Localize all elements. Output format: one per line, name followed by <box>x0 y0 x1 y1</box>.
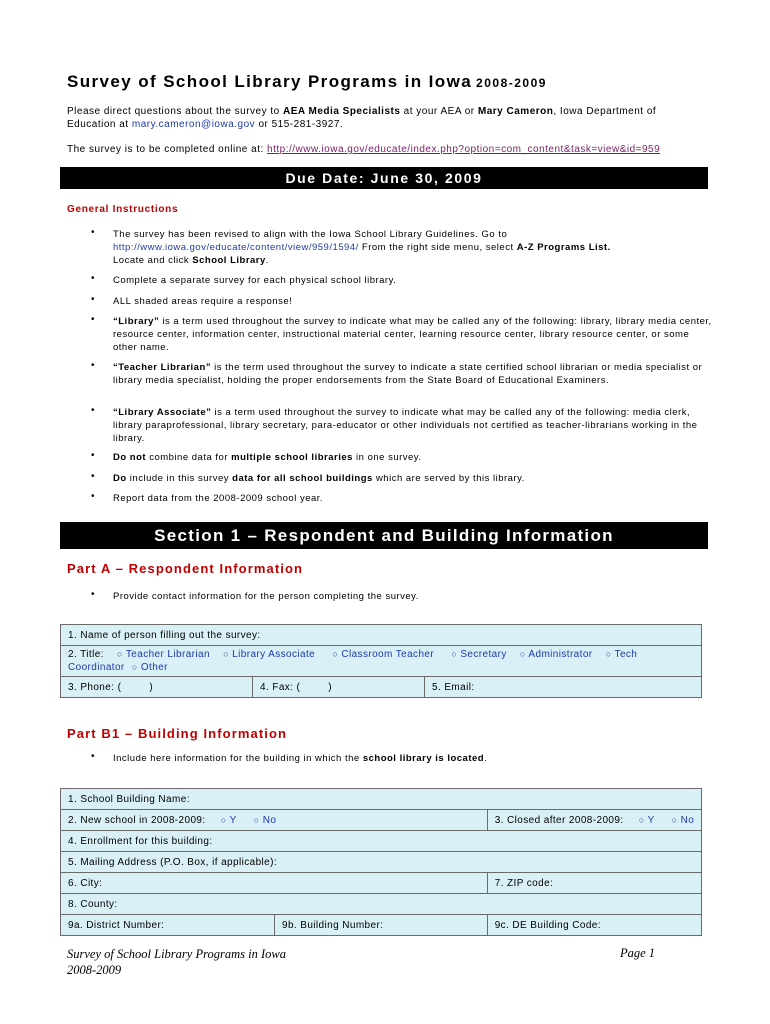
online-text: The survey is to be completed online at: <box>67 144 268 155</box>
option-label: Teacher Librarian <box>125 649 210 660</box>
instruction-text: Locate and click <box>113 255 193 266</box>
enrollment-field[interactable] <box>61 831 702 852</box>
phone-field[interactable] <box>61 677 253 698</box>
part-b1-instruction <box>113 752 713 765</box>
field-label: 7. ZIP code: <box>494 877 554 889</box>
radio-icon: ○ <box>605 649 612 659</box>
radio-icon: ○ <box>451 649 458 659</box>
term-library: “Library” <box>113 316 160 327</box>
bullet-icon: • <box>91 360 95 371</box>
email-label: 5. Email: <box>432 681 475 693</box>
city-field[interactable] <box>61 873 488 894</box>
new-school-field <box>61 810 488 831</box>
part-a-heading: Part A – Respondent Information <box>67 561 304 576</box>
footer-year: 2008-2009 <box>67 963 122 977</box>
field-label: 4. Enrollment for this building: <box>68 835 213 847</box>
email-field[interactable] <box>425 677 702 698</box>
county-field[interactable] <box>61 894 702 915</box>
building-number-field[interactable] <box>275 915 488 936</box>
phone-label: 3. Phone: ( <box>68 681 122 693</box>
radio-icon: ○ <box>638 814 645 825</box>
radio-icon: ○ <box>131 662 138 672</box>
instruction-item <box>113 472 713 485</box>
instruction-text: From the right side menu, select <box>358 242 517 253</box>
field-label: 1. School Building Name: <box>68 793 190 805</box>
option-label: Tech <box>614 649 638 660</box>
instruction-text: combine data for <box>146 452 232 463</box>
fax-field[interactable] <box>253 677 425 698</box>
new-school-yes[interactable] <box>221 815 237 826</box>
option-label: Secretary <box>460 649 507 660</box>
instruction-text: include in this survey <box>126 473 233 484</box>
field-label: 2. New school in 2008-2009: <box>68 814 206 826</box>
instruction-text: is a term used throughout the survey to indicate what may be called any of the following: media clerk, library paraprofessional, library secretary, para-educator or other individuals not certified as teacher-librarians working in the library. <box>113 407 698 444</box>
option-label: Library Associate <box>232 649 316 660</box>
option-secretary[interactable] <box>451 649 506 660</box>
instruction-text: is the term used throughout the survey to indicate a state certified school librarian or media specialist or library media specialist, holding the proper endorsements from the State Board of Educational Examiners. <box>113 362 703 386</box>
building-name-field[interactable] <box>61 789 702 810</box>
bullet-icon: • <box>91 589 95 600</box>
option-administrator[interactable] <box>520 649 593 660</box>
option-label: Y <box>647 814 655 826</box>
option-teacher-librarian[interactable] <box>117 649 210 660</box>
fax-label: 4. Fax: ( <box>260 681 301 693</box>
option-classroom-teacher[interactable] <box>332 649 434 660</box>
part-a-instruction: Provide contact information for the person completing the survey. <box>113 591 419 602</box>
option-label: No <box>680 814 695 826</box>
building-form <box>60 788 702 936</box>
footer-title: Survey of School Library Programs in Iowa <box>67 947 286 961</box>
field-label: 9b. Building Number: <box>282 919 384 931</box>
option-label: Y <box>229 814 237 826</box>
instruction-item <box>113 406 713 445</box>
email-link[interactable]: mary.cameron@iowa.gov <box>131 119 256 130</box>
bullet-icon: • <box>91 314 95 325</box>
footer <box>67 946 286 978</box>
bullet-icon: • <box>91 273 95 284</box>
page-number: Page 1 <box>619 946 655 960</box>
term-library-associate: “Library Associate” <box>113 407 212 418</box>
instruction-item: Complete a separate survey for each physical school library. <box>113 275 397 286</box>
field-label: 9a. District Number: <box>68 919 165 931</box>
bullet-icon: • <box>91 450 95 461</box>
radio-icon: ○ <box>519 649 526 659</box>
de-building-code-field[interactable] <box>487 915 701 936</box>
option-other[interactable] <box>132 662 168 673</box>
instruction-bold: A-Z Programs List. <box>516 242 611 253</box>
section-1-banner: Section 1 – Respondent and Building Information <box>60 522 708 549</box>
bullet-icon: • <box>91 294 95 305</box>
radio-icon: ○ <box>117 649 123 659</box>
option-label: Administrator <box>528 649 593 660</box>
phone-close: ) <box>149 681 154 693</box>
instruction-text: is a term used throughout the survey to indicate what may be called any of the following: library, library media center, resource center, information center, instructional material center, learning resource center, library resource center, or some other name. <box>113 316 712 353</box>
mary-cameron: Mary Cameron <box>477 106 554 117</box>
instruction-text: Include here information for the building in which the <box>113 753 363 764</box>
option-label: Other <box>140 662 168 673</box>
option-library-associate[interactable] <box>223 649 315 660</box>
instruction-item: ALL shaded areas require a response! <box>113 296 293 307</box>
instruction-text: in one survey. <box>352 452 422 463</box>
respondent-form <box>60 624 702 698</box>
survey-url-link[interactable]: http://www.iowa.gov/educate/index.php?option=com_content&task=view&id=959 <box>267 144 661 155</box>
title-label: 2. Title: <box>68 649 104 660</box>
intro-contact <box>67 105 717 131</box>
instruction-text: . <box>265 255 269 266</box>
option-tech-coordinator[interactable] <box>606 649 638 660</box>
title-year: 2008-2009 <box>476 76 547 90</box>
intro-text: or 515-281-3927. <box>255 119 344 130</box>
field-label: 8. County: <box>68 898 118 910</box>
instruction-bold: School Library <box>192 255 266 266</box>
bullet-icon: • <box>91 405 95 416</box>
mailing-address-field[interactable] <box>61 852 702 873</box>
radio-icon: ○ <box>671 814 678 825</box>
district-number-field[interactable] <box>61 915 275 936</box>
zip-field[interactable] <box>487 873 701 894</box>
field-label: 6. City: <box>68 877 103 889</box>
instruction-bold: multiple school libraries <box>231 452 353 463</box>
new-school-no[interactable] <box>254 815 277 826</box>
instruction-item: Report data from the 2008-2009 school year. <box>113 493 324 504</box>
intro-text: , Iowa Department of <box>553 106 657 117</box>
fax-close: ) <box>328 681 333 693</box>
title-field <box>61 646 702 677</box>
option-label: No <box>262 814 277 826</box>
intro-text: Please direct questions about the survey to <box>67 106 284 117</box>
field-label: 5. Mailing Address (P.O. Box, if applicable): <box>68 856 278 868</box>
instruction-bold: Do not <box>113 452 147 463</box>
field-label: 3. Closed after 2008-2009: <box>494 814 624 826</box>
guidelines-link[interactable]: http://www.iowa.gov/educate/content/view/959/1594/ <box>113 242 359 253</box>
closed-yes[interactable] <box>639 815 655 826</box>
instruction-item <box>113 315 713 354</box>
bullet-icon: • <box>91 491 95 502</box>
radio-icon: ○ <box>253 814 260 825</box>
instruction-text: The survey has been revised to align with the Iowa School Library Guidelines. Go to <box>113 229 508 240</box>
instruction-item <box>113 228 713 267</box>
instruction-item <box>113 451 713 464</box>
bullet-icon: • <box>91 751 95 762</box>
closed-after-field <box>487 810 701 831</box>
general-instructions-heading: General Instructions <box>67 204 179 215</box>
instruction-bold: data for all school buildings <box>232 473 373 484</box>
title-text: Survey of School Library Programs in Iowa <box>67 72 473 91</box>
instruction-bold: school library is located <box>362 753 485 764</box>
tech-coordinator-line2: Coordinator <box>68 662 125 673</box>
part-b1-heading: Part B1 – Building Information <box>67 726 288 741</box>
due-date-banner: Due Date: June 30, 2009 <box>60 167 708 189</box>
radio-icon: ○ <box>220 814 227 825</box>
radio-icon: ○ <box>332 649 339 659</box>
instruction-text: which are served by this library. <box>372 473 525 484</box>
name-label: 1. Name of person filling out the survey: <box>68 629 261 641</box>
name-field[interactable] <box>61 625 702 646</box>
instruction-text: . <box>484 753 488 764</box>
term-teacher-librarian: “Teacher Librarian” <box>113 362 212 373</box>
aea-media-specialists: AEA Media Specialists <box>283 106 401 117</box>
instruction-item <box>113 361 713 387</box>
page-title <box>67 72 547 92</box>
field-label: 9c. DE Building Code: <box>494 919 601 931</box>
bullet-icon: • <box>91 227 95 238</box>
radio-icon: ○ <box>223 649 229 659</box>
instruction-bold: Do <box>113 473 127 484</box>
closed-no[interactable] <box>672 815 695 826</box>
intro-text: Education at <box>67 119 132 130</box>
online-instructions <box>67 143 747 156</box>
bullet-icon: • <box>91 471 95 482</box>
option-label: Classroom Teacher <box>341 649 435 660</box>
intro-text: at your AEA or <box>400 106 478 117</box>
